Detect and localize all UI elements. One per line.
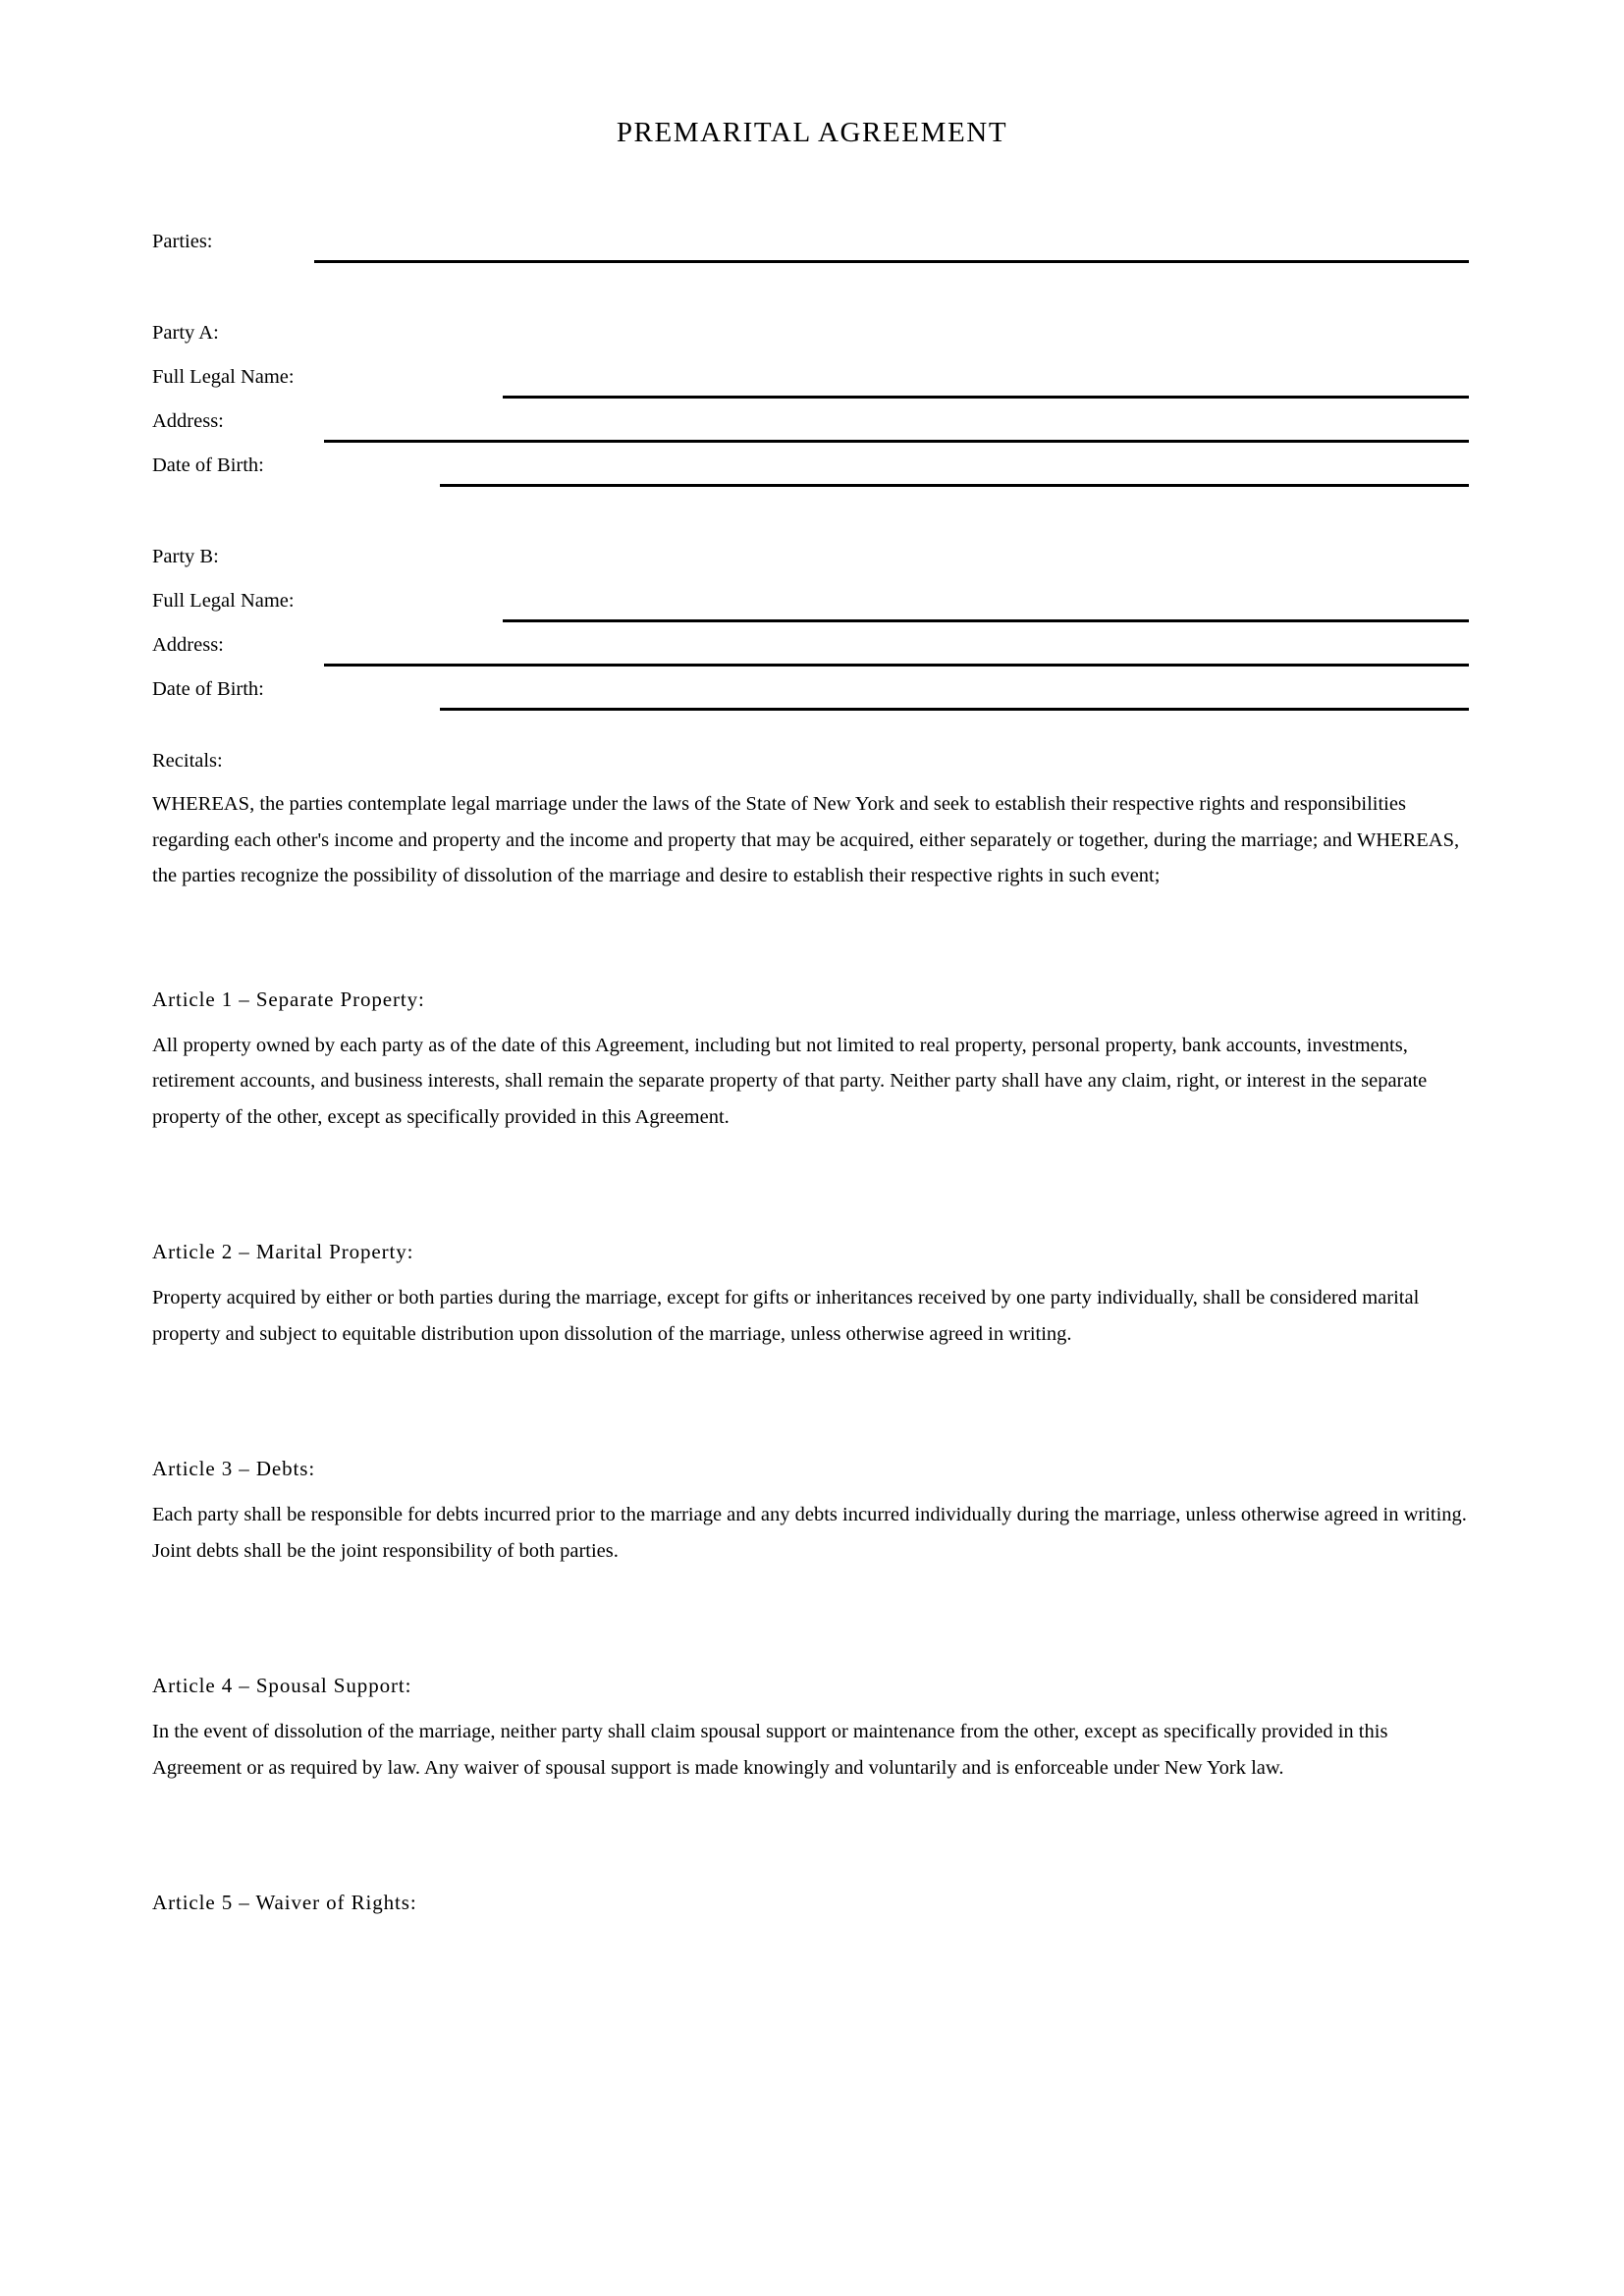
spacer bbox=[152, 894, 1469, 985]
recitals-text: WHEREAS, the parties contemplate legal marriage under the laws of the State of New York and seek to establish their respective rights and responsibilities regarding each other's income and property and the income and property that may be acquired, either separately or together, during the marriage; and WHEREAS, the parties recognize the possibility of dissolution of the marriage and desire to establish their respective rights in such event; bbox=[152, 793, 1460, 886]
spacer bbox=[152, 1786, 1469, 1888]
party-a-dob-row bbox=[152, 452, 1469, 496]
party-b-full-legal-name-input[interactable] bbox=[503, 619, 1469, 622]
spacer bbox=[152, 1352, 1469, 1454]
party-b-full-legal-name-label: Full Legal Name: bbox=[152, 590, 295, 612]
party-b-label: Party B: bbox=[152, 546, 219, 567]
party-b-date-of-birth-input[interactable] bbox=[440, 708, 1469, 711]
page-title: PREMARITAL AGREEMENT bbox=[616, 117, 1008, 148]
spacer bbox=[152, 720, 1469, 747]
party-a-address-input[interactable] bbox=[324, 440, 1469, 443]
parties-label: Parties: bbox=[152, 231, 213, 252]
article-4-body: In the event of dissolution of the marriage, neither party shall claim spousal support or maintenance from the other, except as specifically provided in this Agreement or as required by law. Any waiver of spousal support is made knowingly and voluntarily and is enforceable under New York law. bbox=[152, 1721, 1388, 1779]
party-a-name-row bbox=[152, 363, 1469, 407]
party-a-full-legal-name-label: Full Legal Name: bbox=[152, 366, 295, 388]
party-a-full-legal-name-input[interactable] bbox=[503, 396, 1469, 399]
spacer bbox=[152, 1135, 1469, 1237]
article-3-body: Each party shall be responsible for debts incurred prior to the marriage and any debts incurred individually during the marriage, unless otherwise agreed in writing. Joint debts shall be the joint responsibility of both parties. bbox=[152, 1504, 1467, 1562]
party-a-date-of-birth-label: Date of Birth: bbox=[152, 454, 264, 476]
article-4-heading: Article 4 – Spousal Support: bbox=[152, 1674, 412, 1697]
parties-fill-rule[interactable] bbox=[314, 260, 1469, 263]
document-body bbox=[152, 228, 1469, 1931]
spacer bbox=[152, 272, 1469, 319]
party-b-name-row bbox=[152, 587, 1469, 631]
spacer bbox=[152, 1569, 1469, 1671]
party-a-date-of-birth-input[interactable] bbox=[440, 484, 1469, 487]
party-a-label: Party A: bbox=[152, 322, 219, 344]
article-3-heading: Article 3 – Debts: bbox=[152, 1457, 316, 1480]
party-a-address-row bbox=[152, 407, 1469, 452]
party-b-dob-row bbox=[152, 675, 1469, 720]
parties-field-row bbox=[152, 228, 1469, 272]
article-5-heading: Article 5 – Waiver of Rights: bbox=[152, 1891, 417, 1914]
article-1-heading: Article 1 – Separate Property: bbox=[152, 987, 425, 1011]
spacer bbox=[152, 496, 1469, 543]
party-b-address-label: Address: bbox=[152, 634, 224, 656]
party-b-address-row bbox=[152, 631, 1469, 675]
party-b-address-input[interactable] bbox=[324, 664, 1469, 667]
party-b-date-of-birth-label: Date of Birth: bbox=[152, 678, 264, 700]
party-a-address-label: Address: bbox=[152, 410, 224, 432]
article-2-heading: Article 2 – Marital Property: bbox=[152, 1240, 414, 1263]
article-1-body: All property owned by each party as of the date of this Agreement, including but not limited to real property, personal property, bank accounts, investments, retirement accounts, and business interests, shall remain the separate property of that party. Neither party shall have any claim, right, or interest in the separate property of the other, except as specifically provided in this Agreement. bbox=[152, 1034, 1428, 1128]
recitals-label: Recitals: bbox=[152, 750, 223, 772]
article-2-body: Property acquired by either or both parties during the marriage, except for gifts or inheritances received by one party individually, shall be considered marital property and subject to equitable distribution upon dissolution of the marriage, unless otherwise agreed in writing. bbox=[152, 1287, 1420, 1345]
